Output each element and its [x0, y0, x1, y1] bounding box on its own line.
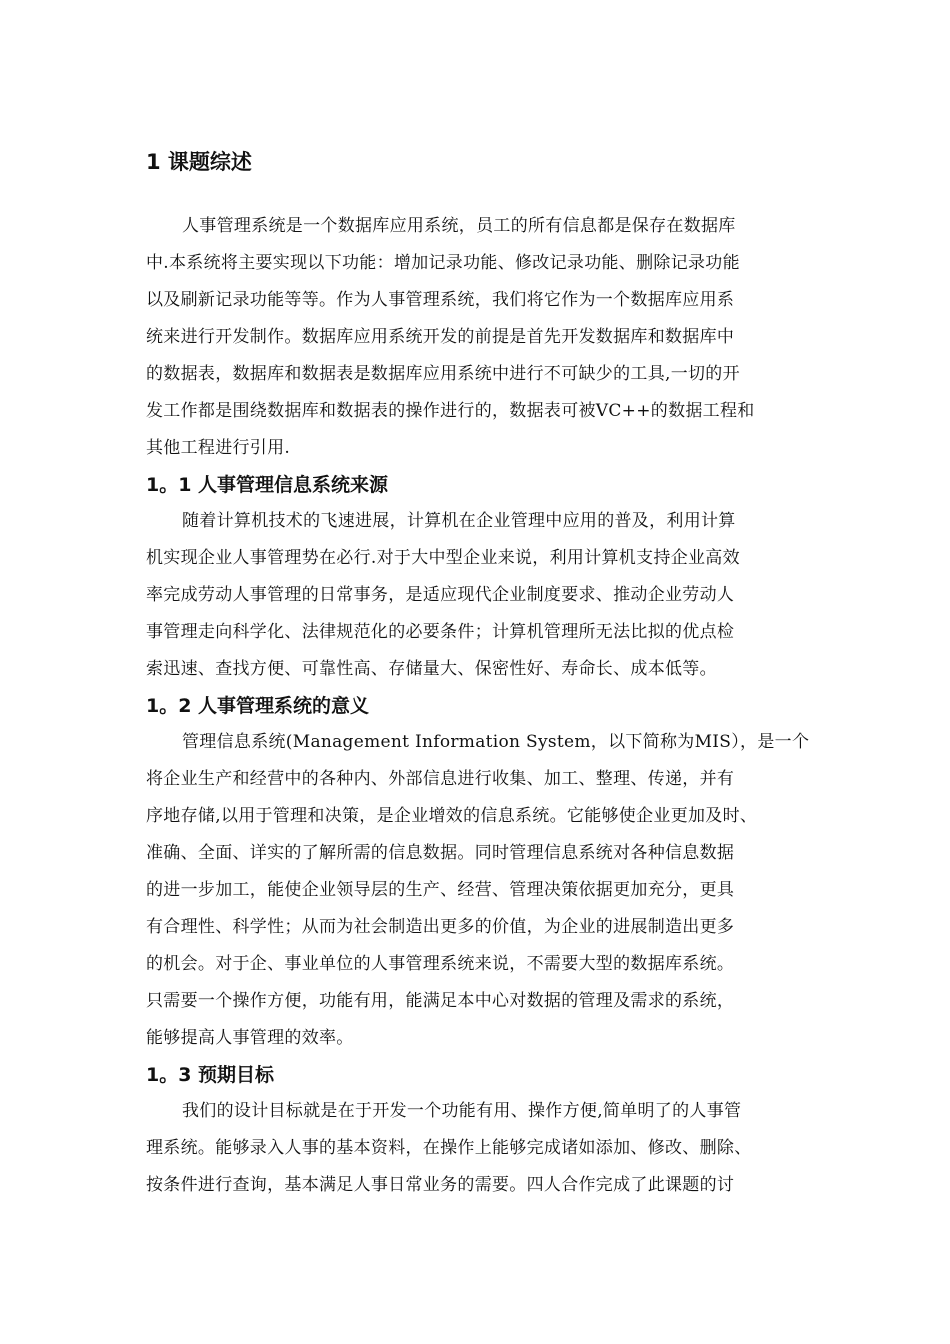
paragraph-line: 我们的设计目标就是在于开发一个功能有用、操作方便,简单明了的人事管 — [182, 1101, 742, 1121]
paragraph-line: 将企业生产和经营中的各种内、外部信息进行收集、加工、整理、传递，并有 — [146, 769, 735, 789]
paragraph-line: 机实现企业人事管理势在必行.对于大中型企业来说，利用计算机支持企业高效 — [146, 548, 740, 568]
paragraph-line: 统来进行开发制作。数据库应用系统开发的前提是首先开发数据库和数据库中 — [146, 327, 735, 347]
document-body — [146, 138, 826, 1204]
paragraph-line: 以及刷新记录功能等等。作为人事管理系统，我们将它作为一个数据库应用系 — [146, 290, 735, 310]
intro-paragraph — [146, 208, 826, 467]
paragraph-line: 发工作都是围绕数据库和数据表的操作进行的，数据表可被VC++的数据工程和 — [146, 401, 755, 421]
paragraph-line: 其他工程进行引用. — [146, 438, 291, 458]
paragraph-line: 的进一步加工，能使企业领导层的生产、经营、管理决策依据更加充分，更具 — [146, 880, 735, 900]
paragraph-line: 率完成劳动人事管理的日常事务，是适应现代企业制度要求、推动企业劳动人 — [146, 585, 735, 605]
paragraph-line: 的机会。对于企、事业单位的人事管理系统来说，不需要大型的数据库系统。 — [146, 954, 735, 974]
chapter-title: 1 课题综述 — [146, 150, 252, 174]
section-title-significance: 1。2 人事管理系统的意义 — [146, 695, 370, 717]
paragraph-line: 准确、全面、详实的了解所需的信息数据。同时管理信息系统对各种信息数据 — [146, 843, 735, 863]
section-paragraph-goals — [146, 1093, 826, 1204]
paragraph-line: 索迅速、查找方便、可靠性高、存储量大、保密性好、寿命长、成本低等。 — [146, 659, 717, 679]
paragraph-line: 按条件进行查询，基本满足人事日常业务的需要。四人合作完成了此课题的讨 — [146, 1175, 735, 1195]
section-title-goals: 1。3 预期目标 — [146, 1064, 275, 1086]
paragraph-line: 中.本系统将主要实现以下功能：增加记录功能、修改记录功能、删除记录功能 — [146, 253, 740, 273]
paragraph-line: 管理信息系统(Management Information System，以下简称为MIS），是一个 — [182, 732, 810, 752]
paragraph-line: 序地存储,以用于管理和决策，是企业增效的信息系统。它能够使企业更加及时、 — [146, 806, 758, 826]
paragraph-line: 的数据表，数据库和数据表是数据库应用系统中进行不可缺少的工具,一切的开 — [146, 364, 740, 384]
paragraph-line: 事管理走向科学化、法律规范化的必要条件；计算机管理所无法比拟的优点检 — [146, 622, 735, 642]
paragraph-line: 只需要一个操作方便，功能有用，能满足本中心对数据的管理及需求的系统， — [146, 991, 735, 1011]
paragraph-line: 有合理性、科学性；从而为社会制造出更多的价值，为企业的进展制造出更多 — [146, 917, 735, 937]
section-paragraph-significance — [146, 724, 826, 1057]
paragraph-line: 能够提高人事管理的效率。 — [146, 1028, 354, 1048]
section-paragraph-source — [146, 503, 826, 688]
section-title-source: 1。1 人事管理信息系统来源 — [146, 474, 389, 496]
paragraph-line: 随着计算机技术的飞速进展，计算机在企业管理中应用的普及，利用计算 — [182, 511, 736, 531]
paragraph-line: 人事管理系统是一个数据库应用系统，员工的所有信息都是保存在数据库 — [182, 216, 736, 236]
paragraph-line: 理系统。能够录入人事的基本资料，在操作上能够完成诸如添加、修改、删除、 — [146, 1138, 752, 1158]
